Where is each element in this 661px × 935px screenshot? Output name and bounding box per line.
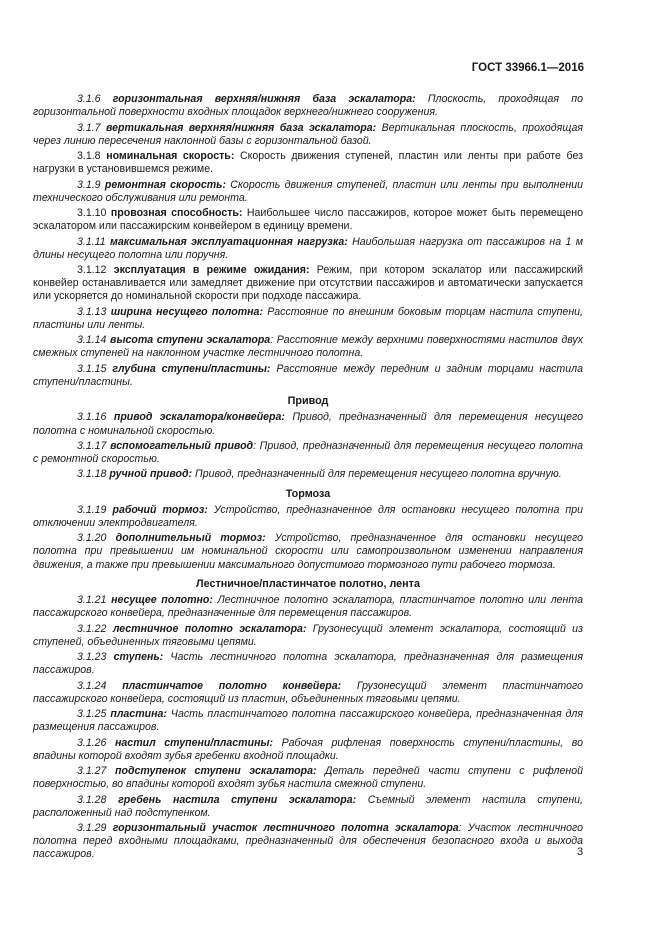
clause-number: 3.1.23 (77, 651, 107, 664)
definition-paragraph (33, 411, 583, 437)
definition-text: Привод, предназначенный для перемещения несущего полотна с номинальной скоростью. (33, 411, 583, 437)
definition-text: : Расстояние между верхними поверхностями настилов двух смежных ступеней на наклонном участке лестничного полотна. (33, 334, 584, 360)
definition-paragraph (33, 440, 583, 466)
definition-paragraph (33, 822, 583, 862)
defined-term: высота ступени эскалатора (110, 334, 271, 347)
clause-number: 3.1.29 (77, 822, 107, 835)
defined-term: горизонтальная верхняя/нижняя база эскалатора: (112, 93, 416, 105)
definition-text: Устройство, предназначенное для остановки несущего полотна при превышении им номинальной скорости или самопроизвольном изменении направления движения, а также при превышении максимального допустимого тормозного пути рабочего тормоза. (33, 532, 583, 571)
defined-term: эксплуатация в режиме ожидания: (113, 264, 310, 276)
defined-term: глубина ступени/пластины: (112, 362, 271, 375)
definition-paragraph (33, 594, 583, 620)
defined-term: подступенок ступени эскалатора: (115, 765, 317, 778)
clause-number: 3.1.22 (77, 622, 107, 635)
defined-term: настил ступени/пластины: (115, 736, 274, 749)
defined-term: ширина несущего полотна: (110, 305, 263, 318)
definition-text: Скорость движения ступеней, пластин или ленты при выполнении технического обслуживания или ремонта. (33, 178, 584, 204)
standard-code: ГОСТ 33966.1—2016 (471, 62, 584, 74)
definition-paragraph (33, 532, 583, 572)
clause-number: 3.1.25 (77, 708, 107, 721)
clause-number: 3.1.18 (77, 468, 107, 481)
definition-text: Грузонесущий элемент эскалатора, состоящий из ступеней, объединенных тяговыми цепями. (33, 622, 583, 648)
defined-term: номинальная скорость: (106, 150, 235, 162)
defined-term: лестничное полотно эскалатора: (112, 622, 307, 635)
section-heading: Привод (287, 395, 329, 408)
clause-number: 3.1.13 (77, 305, 107, 318)
defined-term: рабочий тормоз: (112, 503, 208, 516)
definition-paragraph (33, 765, 583, 791)
definition-text: Часть лестничного полотна эскалатора, предназначенная для размещения пассажиров. (33, 651, 583, 677)
clause-number: 3.1.15 (77, 362, 107, 375)
defined-term: несущее полотно: (111, 594, 213, 607)
page-number: 3 (577, 846, 584, 858)
clause-number: 3.1.7 (77, 121, 101, 134)
definition-text: Рабочая рифленая поверхность ступени/пластины, во впадины которой входят зубья гребенки входной площадки. (33, 736, 583, 762)
definition-text: Режим, при котором эскалатор или пассажирский конвейер останавливается или замедляет движение при отсутствии пассажиров и автоматически запускается или ускоряется до номинальной скорости при подходе пассажира. (33, 264, 583, 303)
defined-term: гребень настила ступени эскалатора: (118, 793, 357, 806)
defined-term: дополнительный тормоз: (115, 532, 266, 545)
definition-text: Привод, предназначенный для перемещения несущего полотна вручную. (192, 468, 562, 481)
clause-number: 3.1.12 (77, 264, 107, 276)
clause-number: 3.1.26 (77, 736, 107, 749)
definition-paragraph (33, 179, 583, 205)
definition-text: Вертикальная плоскость, проходящая через линию пересечения наклонной базы с горизонтальной базой. (33, 121, 584, 147)
definition-paragraph (33, 150, 583, 176)
section-heading: Тормоза (285, 487, 331, 500)
defined-term: пластина: (110, 708, 167, 721)
definition-text: : Участок лестничного полотна перед входными площадками, предназначенный для обеспечения безопасного входа и выхода пассажиров. (33, 822, 583, 861)
definition-text: : Привод, предназначенный для перемещения несущего полотна с ремонтной скоростью. (33, 439, 583, 466)
clause-number: 3.1.27 (77, 765, 107, 778)
definition-paragraph (33, 306, 583, 332)
clause-number: 3.1.28 (77, 793, 107, 806)
defined-term: провозная способность: (110, 207, 243, 219)
definition-text: Плоскость, проходящая по горизонтальной поверхности входных площадок верхнего/нижнего сооружения. (33, 93, 583, 119)
definition-paragraph (33, 794, 583, 820)
defined-term: вертикальная верхняя/нижняя база эскалатора: (106, 121, 377, 134)
definition-paragraph (33, 708, 583, 734)
defined-term: ручной привод: (109, 468, 193, 481)
clause-number: 3.1.14 (77, 334, 107, 347)
definition-text: Часть пластинчатого полотна пассажирского конвейера, предназначенная для размещения пассажиров. (33, 708, 583, 734)
section-heading: Лестничное/пластинчатое полотно, лента (196, 577, 420, 590)
clause-number: 3.1.9 (77, 178, 101, 191)
definition-text: Скорость движения ступеней, пластин или ленты при работе без нагрузки в установившемся режиме. (33, 150, 583, 176)
definition-text: Деталь передней части ступени с рифленой поверхностью, во впадины которой входят зубья настила смежной ступени. (33, 765, 583, 791)
definition-text: Грузонесущий элемент пластинчатого пассажирского конвейера, состоящий из пластин, объединенных тяговыми цепями. (33, 679, 583, 705)
definition-paragraph (33, 651, 583, 677)
definition-text: Устройство, предназначенное для остановки несущего полотна при отключении электродвигателя. (33, 503, 583, 529)
clause-number: 3.1.17 (77, 439, 107, 452)
definition-text: Съемный элемент настила ступени, расположенный над подступенком. (33, 793, 583, 819)
defined-term: горизонтальный участок лестничного полотна эскалатора (112, 822, 459, 835)
clause-number: 3.1.24 (77, 679, 107, 692)
definition-paragraph (33, 334, 583, 360)
defined-term: ремонтная скорость: (104, 178, 226, 191)
definition-paragraph (33, 236, 583, 262)
defined-term: вспомогательный привод (110, 439, 254, 452)
definition-paragraph (33, 680, 583, 706)
definition-paragraph (33, 468, 583, 481)
defined-term: ступень: (113, 651, 164, 664)
definition-paragraph (33, 504, 583, 530)
clause-number: 3.1.11 (77, 235, 106, 248)
definition-paragraph (33, 737, 583, 763)
definition-paragraph (33, 122, 583, 148)
defined-term: максимальная эксплуатационная нагрузка: (110, 235, 348, 248)
definition-paragraph (33, 207, 583, 233)
clause-number: 3.1.16 (77, 411, 107, 424)
clause-number: 3.1.21 (77, 594, 107, 607)
definition-paragraph (33, 623, 583, 649)
clause-number: 3.1.8 (77, 150, 101, 162)
definition-text: Расстояние между передним и задним торцами настила ступени/пластины. (33, 362, 583, 388)
definition-paragraph (33, 93, 583, 119)
defined-term: привод эскалатора/конвейера: (113, 411, 285, 424)
clause-number: 3.1.10 (77, 207, 107, 219)
definition-paragraph (33, 363, 583, 389)
definition-paragraph (33, 264, 583, 304)
definition-text: Наибольшая нагрузка от пассажиров на 1 м длины несущего полотна или поручня. (33, 235, 583, 261)
document-body (33, 93, 583, 864)
definition-text: Расстояние по внешним боковым торцам настила ступени, пластины или ленты. (33, 305, 583, 331)
defined-term: пластинчатое полотно конвейера: (122, 679, 342, 692)
definition-text: Лестничное полотно эскалатора, пластинчатое полотно или лента пассажирского конвейера, предназначенные для перемещения пассажиров. (33, 594, 583, 620)
definition-text: Наибольшее число пассажиров, которое может быть перемещено эскалатором или пассажирским конвейером в единицу времени. (33, 207, 584, 233)
clause-number: 3.1.6 (77, 93, 101, 105)
clause-number: 3.1.20 (77, 532, 107, 545)
clause-number: 3.1.19 (77, 503, 107, 516)
